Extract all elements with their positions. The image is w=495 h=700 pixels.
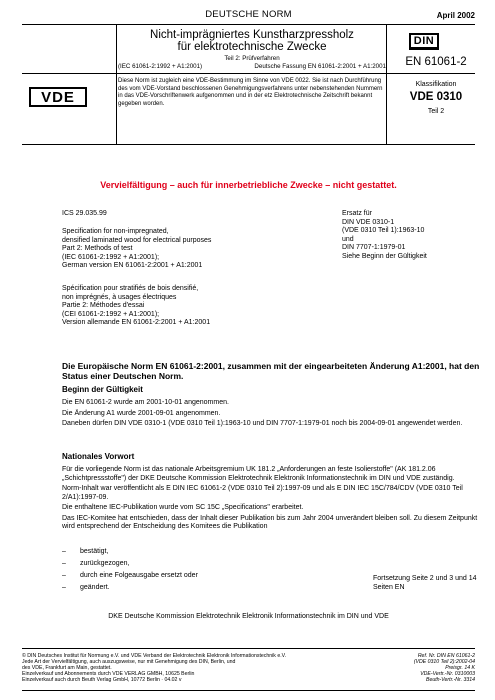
continuation-note: Fortsetzung Seite 2 und 3 und 14 Seiten EN bbox=[373, 575, 477, 591]
ersatz-line-3: (VDE 0310 Teil 1):1963-10 bbox=[342, 227, 425, 234]
ersatz-line-4: und bbox=[342, 235, 354, 243]
list-item: – zurückgezogen, bbox=[62, 560, 130, 567]
replacement-block bbox=[342, 210, 482, 261]
french-line-5: Version allemande EN 61061-2:2001 + A1:2001 bbox=[62, 319, 211, 326]
en-standard-number: EN 61061-2 bbox=[405, 56, 467, 68]
ersatz-line-6: Siehe Beginn der Gültigkeit bbox=[342, 252, 427, 260]
foreword-paragraph-1: Für die vorliegende Norm ist das nationale Arbeitsgremium UK 181.2 „Anforderungen an feste Isolierstoffe" (AK 181.2.06 „Schichtpressstoffe") der DKE Deutsche Kommission Elektrotechnik Elektronik Informationstechnik im DIN und VDE zuständig. bbox=[62, 466, 455, 482]
eu-status-statement: Die Europäische Norm EN 61061-2:2001, zusammen mit der eingearbeiteten Änderung A1:2001, hat den Status einer Deutschen Norm. bbox=[62, 361, 480, 381]
ersatz-line-5: DIN 7707-1:1979-01 bbox=[342, 244, 406, 251]
english-line-3: Part 2: Methods of test bbox=[62, 245, 133, 252]
header-top-rule bbox=[22, 24, 475, 25]
document-title-line-1: Nicht-imprägniertes Kunstharzpressholz bbox=[150, 29, 354, 41]
list-item: – durch eine Folgeausgabe ersetzt oder bbox=[62, 572, 198, 579]
header-middle-rule bbox=[22, 73, 475, 74]
english-line-5: German version EN 61061-2:2001 + A1:2001 bbox=[62, 262, 203, 269]
vde-info-text: Diese Norm ist zugleich eine VDE-Bestimmung im Sinne von VDE 0022. Sie ist nach Durchführung des vom VDE-Vorstand beschlossenen Genehmigungsverfahrens unter nebenstehenden Nummern in das VDE-Vorschriftenwerk aufgenommen und in der etz Elektrotechnische Zeitschrift bekannt gegeben worden. bbox=[118, 78, 383, 107]
validity-paragraph-1: Die EN 61061-2 wurde am 2001-10-01 angenommen. bbox=[62, 399, 229, 406]
english-title-block bbox=[62, 228, 342, 271]
document-part: Teil 2: Prüfverfahren bbox=[224, 55, 280, 62]
ersatz-line-1: Ersatz für bbox=[342, 210, 372, 217]
national-foreword-body bbox=[62, 466, 480, 534]
foreword-paragraph-2: Norm-Inhalt war veröffentlicht als E DIN IEC 61061-2 (VDE 0310 Teil 2):1997-09 und als E DIN IEC 15C/784/CDV (VDE 0310 Teil 2/A1):1997-09. bbox=[62, 485, 463, 501]
top-bar bbox=[22, 9, 475, 23]
vde-logo: VDE bbox=[29, 87, 87, 107]
publication-date: April 2002 bbox=[436, 11, 475, 20]
copy-warning: Vervielfältigung – auch für innerbetriebliche Zwecke – nicht gestattet. bbox=[100, 180, 397, 190]
document-refs bbox=[118, 63, 386, 71]
validity-paragraph-2: Die Änderung A1 wurde 2001-09-01 angenommen. bbox=[62, 409, 221, 417]
iec-reference: (IEC 61061-2:1992 + A1:2001) bbox=[118, 62, 203, 70]
list-item: – geändert. bbox=[62, 584, 110, 591]
header-divider-left bbox=[116, 24, 117, 144]
national-foreword-heading: Nationales Vorwort bbox=[62, 452, 135, 461]
list-item: – bestätigt, bbox=[62, 548, 109, 555]
french-title-block bbox=[62, 285, 342, 328]
foreword-options-list bbox=[62, 546, 312, 594]
english-line-1: Specification for non-impregnated, bbox=[62, 228, 169, 235]
ics-code: ICS 29.035.99 bbox=[62, 210, 107, 217]
validity-body bbox=[62, 399, 480, 431]
document-subtitle bbox=[118, 55, 386, 70]
french-line-1: Spécification pour stratifiés de bois densifié, bbox=[62, 285, 199, 292]
classification-part: Teil 2 bbox=[427, 108, 445, 115]
norm-type-title: DEUTSCHE NORM bbox=[205, 9, 292, 20]
validity-paragraph-3: Daneben dürfen DIN VDE 0310-1 (VDE 0310 Teil 1):1963-10 und DIN 7707-1:1979-01 noch bis 2004-09-01 angewendet werden. bbox=[62, 420, 463, 427]
german-version-reference: Deutsche Fassung EN 61061-2:2001 + A1:2001 bbox=[254, 62, 386, 70]
french-line-3: Partie 2: Méthodes d'essai bbox=[62, 302, 145, 309]
validity-heading: Beginn der Gültigkeit bbox=[62, 385, 143, 394]
classification-label: Klassifikation bbox=[415, 81, 457, 88]
english-line-4: (IEC 61061-2:1992 + A1:2001); bbox=[62, 253, 160, 261]
french-line-4: (CEI 61061-2:1992 + A1:2001); bbox=[62, 310, 160, 318]
footer-reference: Ref. Nr. DIN EN 61061-2 (VDE 0310 Teil 2):2002-04 Preisgr. 14 K VDE-Vertr.-Nr. 0310003 Beuth-Vertr.-Nr. 3314 bbox=[413, 653, 475, 683]
english-line-2: densified laminated wood for electrical purposes bbox=[62, 236, 212, 244]
footer-bottom-rule bbox=[22, 690, 475, 691]
ersatz-line-2: DIN VDE 0310-1 bbox=[342, 218, 395, 226]
footer-copyright: © DIN Deutsches Institut für Normung e.V. und VDE Verband der Elektrotechnik Elektronik Informationstechnik e.V. Jede Art der Vervielfältigung, auch auszugsweise, nur mit Genehmigung des DIN, Berlin, und des VDE, Frankfurt am Main, gestattet. Einzelverkauf und Abonnements durch VDE VERLAG GMBH, 10625 Berlin Einzelverkauf auch durch Beuth Verlag GmbH, 10772 Berlin · 04.02 v bbox=[22, 653, 287, 683]
dke-line: DKE Deutsche Kommission Elektrotechnik Elektronik Informationstechnik im DIN und VDE bbox=[108, 613, 389, 620]
footer-top-rule bbox=[22, 648, 475, 649]
document-title bbox=[118, 29, 386, 53]
document-title-line-2: für elektrotechnische Zwecke bbox=[177, 41, 327, 53]
foreword-paragraph-3: Die enthaltene IEC-Publikation wurde vom SC 15C „Specifications" erarbeitet. bbox=[62, 504, 304, 511]
classification-number: VDE 0310 bbox=[409, 91, 463, 103]
french-line-2: non imprégnés, à usages électriques bbox=[62, 293, 177, 301]
header-bottom-rule bbox=[22, 144, 475, 145]
din-logo: DIN bbox=[409, 33, 439, 49]
foreword-paragraph-4: Das IEC-Komitee hat entschieden, dass der Inhalt dieser Publikation bis zum Jahr 2004 unverändert bleiben soll. Zu diesem Zeitpunkt wird entsprechend der Entscheidung des Komitees die Publikation bbox=[62, 514, 478, 530]
